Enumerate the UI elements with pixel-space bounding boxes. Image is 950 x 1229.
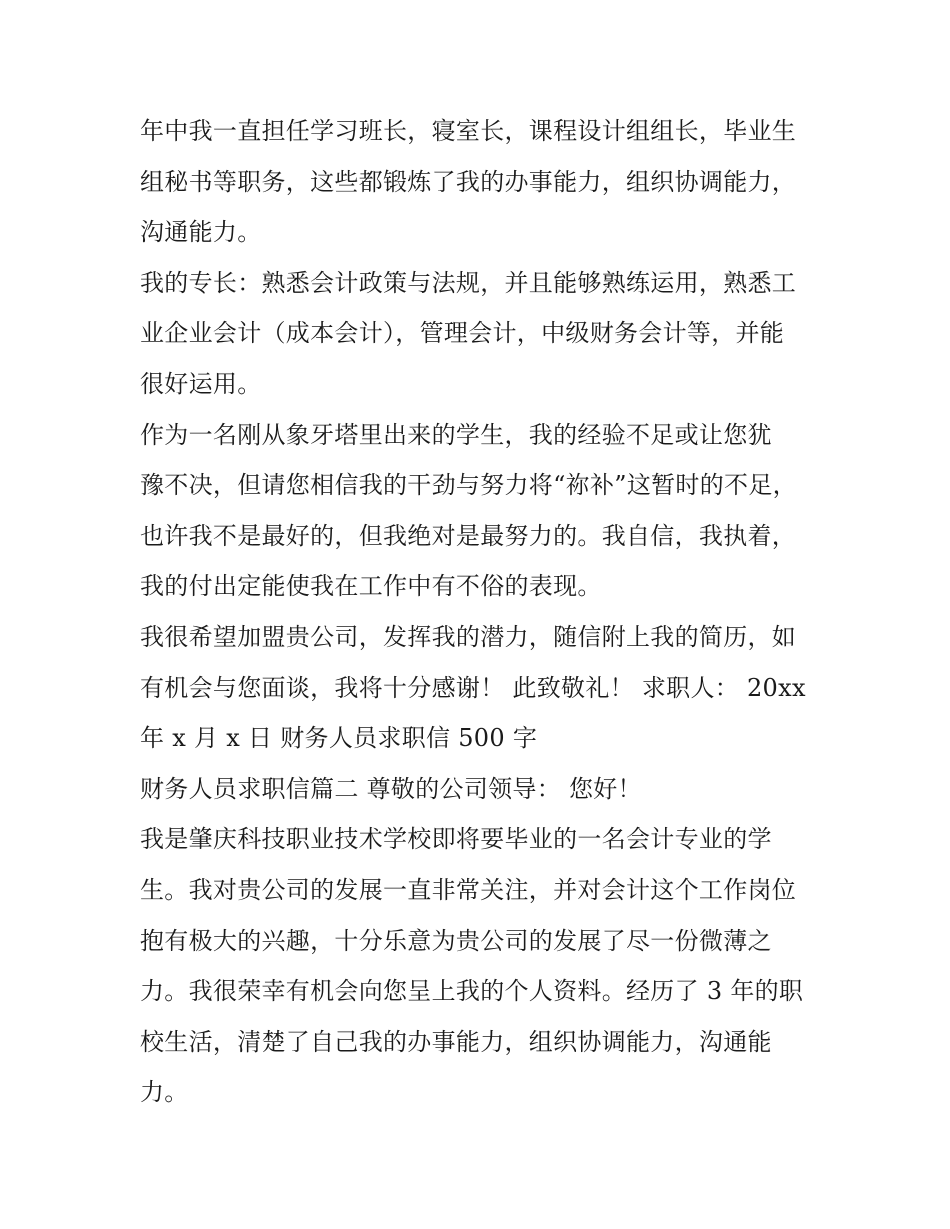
text-line: 作为一名刚从象牙塔里出来的学生，我的经验不足或让您犹: [140, 420, 772, 449]
text-line: 抱有极大的兴趣，十分乐意为贵公司的发展了尽一份微薄之: [140, 926, 772, 955]
text-line: 力。我很荣幸有机会向您呈上我的个人资料。经历了 3 年的职: [140, 977, 804, 1006]
text-line: 年中我一直担任学习班长，寝室长，课程设计组组长，毕业生: [140, 117, 797, 145]
text-line: 我是肇庆科技职业技术学校即将要毕业的一名会计专业的学: [140, 825, 772, 854]
text-line: 力。: [140, 1078, 189, 1107]
text-line: 我的专长：熟悉会计政策与法规，并且能够熟练运用，熟悉工: [140, 268, 797, 297]
text-line: 年 x 月 x 日 财务人员求职信 500 字: [140, 724, 538, 753]
text-line: 生。我对贵公司的发展一直非常关注，并对会计这个工作岗位: [140, 875, 797, 904]
text-line: 沟通能力。: [140, 218, 262, 247]
text-line: 也许我不是最好的，但我绝对是最努力的。我自信，我执着，: [140, 521, 797, 550]
document-body: [140, 106, 812, 1118]
text-line: 我很希望加盟贵公司，发挥我的潜力，随信附上我的简历，如: [140, 622, 797, 651]
text-line: 豫不决，但请您相信我的干劲与努力将“祢补”这暂时的不足，: [140, 471, 797, 500]
text-line: 很好运用。: [140, 369, 262, 398]
text-line: 校生活，清楚了自己我的办事能力，组织协调能力，沟通能: [140, 1027, 772, 1056]
text-line: 我的付出定能使我在工作中有不俗的表现。: [140, 572, 602, 601]
text-line: 组秘书等职务，这些都锻炼了我的办事能力，组织协调能力，: [140, 167, 797, 196]
text-line: 财务人员求职信篇二 尊敬的公司领导： 您好！: [140, 774, 642, 803]
text-line: 有机会与您面谈，我将十分感谢！ 此致敬礼！ 求职人： 20xx: [140, 673, 806, 702]
text-line: 业企业会计（成本会计），管理会计，中级财务会计等，并能: [140, 319, 785, 348]
